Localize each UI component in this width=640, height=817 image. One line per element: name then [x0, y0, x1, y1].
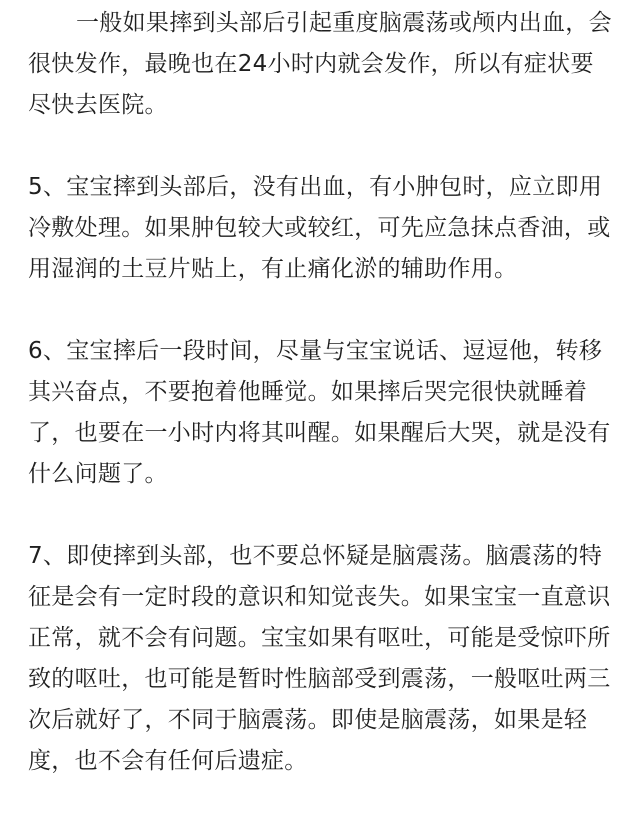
paragraph-spacer — [28, 126, 612, 167]
paragraph-item-7: 7、即使摔到头部，也不要总怀疑是脑震荡。脑震荡的特征是会有一定时段的意识和知觉丧失。如果宝宝一直意识正常，就不会有问题。宝宝如果有呕吐，可能是受惊吓所致的呕吐，也可能是暂时性脑部受到震荡，一般呕吐两三次后就好了，不同于脑震荡。即使是脑震荡，如果是轻度，也不会有任何后遗症。 — [28, 543, 611, 774]
paragraph-spacer — [28, 290, 612, 331]
paragraph-item-6: 6、宝宝摔后一段时间，尽量与宝宝说话、逗逗他，转移其兴奋点，不要抱着他睡觉。如果摔后哭完很快就睡着了，也要在一小时内将其叫醒。如果醒后大哭，就是没有什么问题了。 — [28, 338, 611, 487]
paragraph-spacer — [28, 495, 612, 536]
paragraph-item-5: 5、宝宝摔到头部后，没有出血，有小肿包时，应立即用冷敷处理。如果肿包较大或较红，可先应急抹点香油，或用湿润的土豆片贴上，有止痛化淤的辅助作用。 — [28, 174, 611, 282]
paragraph-intro: 一般如果摔到头部后引起重度脑震荡或颅内出血，会很快发作，最晚也在24小时内就会发作，所以有症状要尽快去医院。 — [28, 10, 612, 118]
article-body — [28, 0, 612, 782]
